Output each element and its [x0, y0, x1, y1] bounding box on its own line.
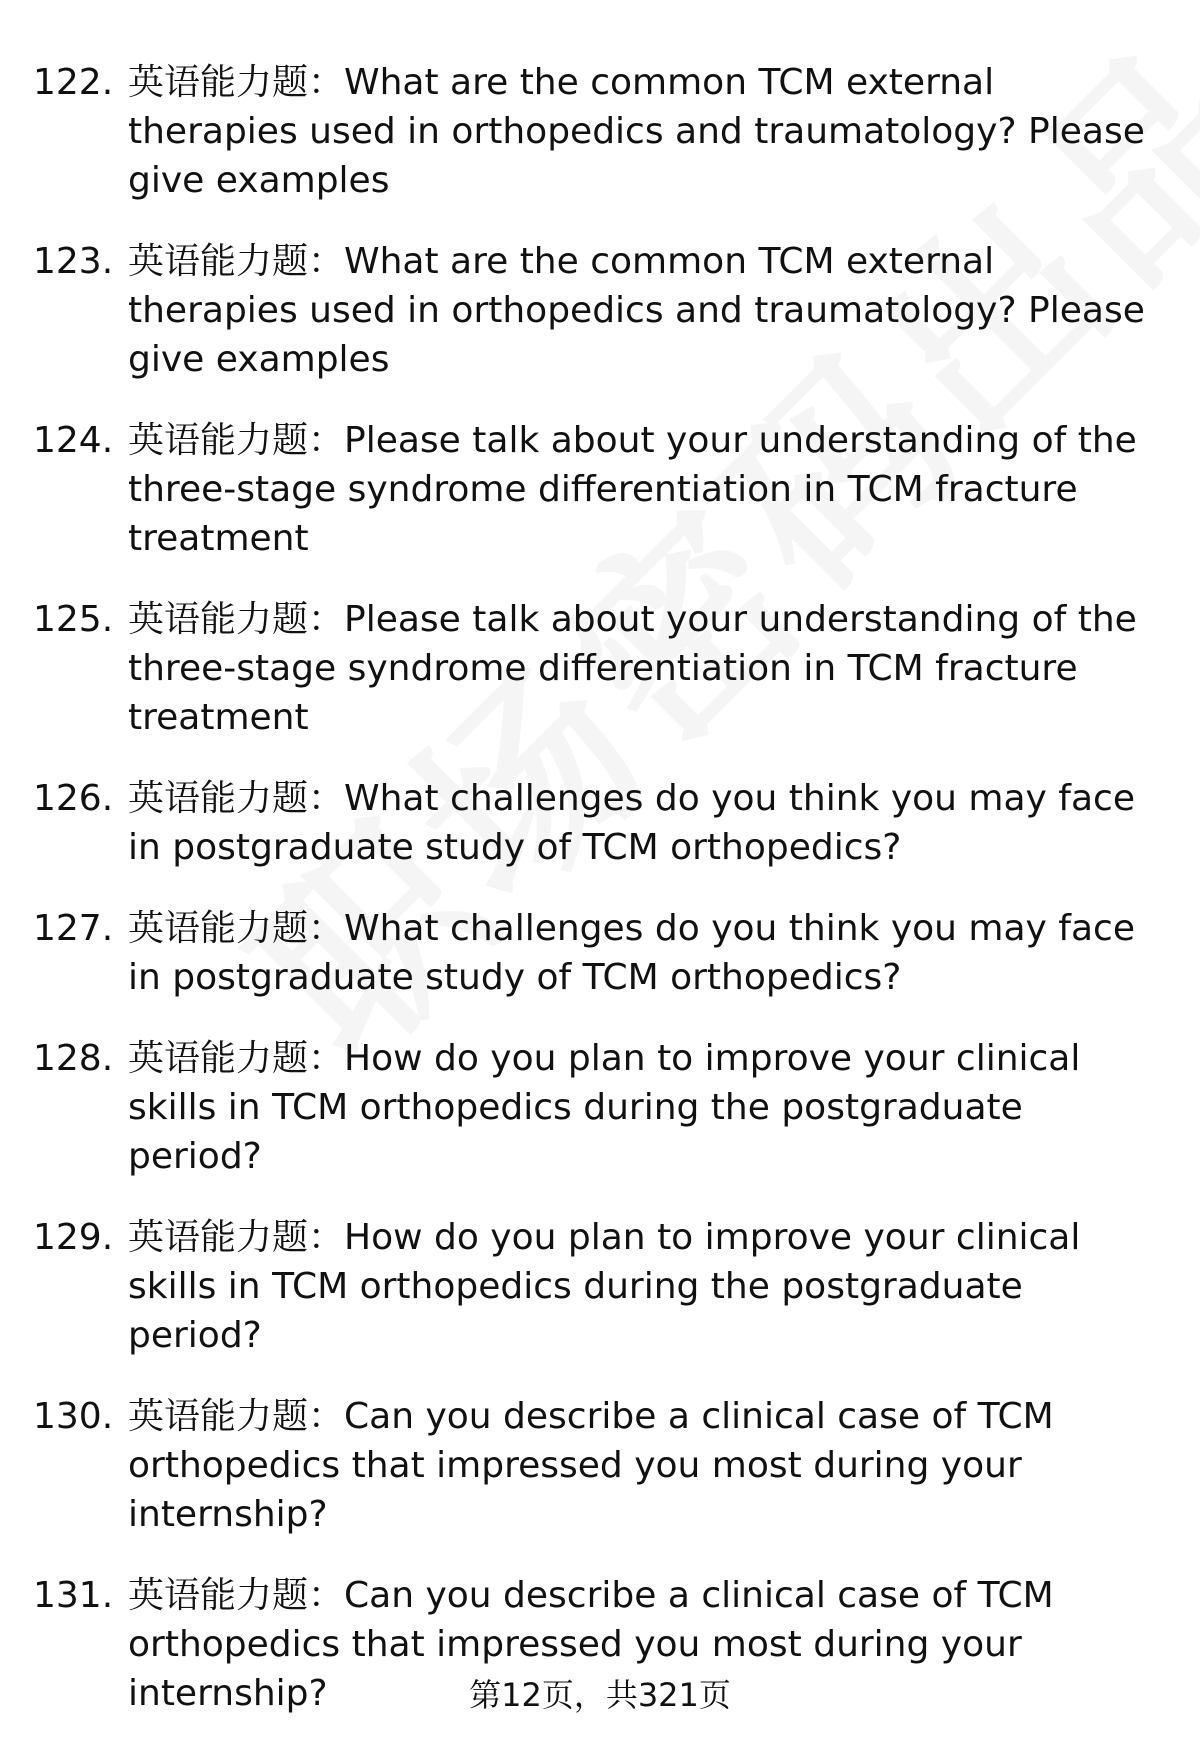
question-number: 123. — [33, 241, 114, 282]
question-text: 英语能力题：What challenges do you think you may face in postgraduate study of TCM orthopedics? — [128, 778, 1135, 868]
question-item — [0, 1392, 1200, 1539]
question-text: 英语能力题：Can you describe a clinical case of TCM orthopedics that impressed you most during your internship? — [128, 1396, 1054, 1535]
question-text: 英语能力题：What challenges do you think you may face in postgraduate study of TCM orthopedics? — [128, 908, 1135, 998]
question-text: 英语能力题：Please talk about your understanding of the three-stage syndrome differentiation in TCM fracture treatment — [128, 420, 1137, 559]
question-item — [0, 58, 1200, 205]
question-item — [0, 595, 1200, 742]
question-number: 127. — [33, 908, 114, 949]
question-list — [0, 58, 1200, 1750]
question-text: 英语能力题：Please talk about your understanding of the three-stage syndrome differentiation in TCM fracture treatment — [128, 599, 1137, 738]
page-number-footer: 第12页，共321页 — [469, 1676, 731, 1714]
question-text: 英语能力题：How do you plan to improve your clinical skills in TCM orthopedics during the postgraduate period? — [128, 1038, 1081, 1177]
question-text: 英语能力题：What are the common TCM external therapies used in orthopedics and traumatology? Please give examples — [128, 62, 1145, 201]
question-item — [0, 774, 1200, 872]
question-item — [0, 904, 1200, 1002]
question-number: 128. — [33, 1038, 114, 1079]
question-item — [0, 1034, 1200, 1181]
question-item — [0, 1213, 1200, 1360]
question-number: 122. — [33, 62, 114, 103]
question-number: 126. — [33, 778, 114, 819]
question-text: 英语能力题：How do you plan to improve your clinical skills in TCM orthopedics during the postgraduate period? — [128, 1217, 1081, 1356]
question-number: 130. — [33, 1396, 114, 1437]
question-item — [0, 237, 1200, 384]
question-item — [0, 416, 1200, 563]
question-number: 124. — [33, 420, 114, 461]
question-text: 英语能力题：What are the common TCM external therapies used in orthopedics and traumatology? Please give examples — [128, 241, 1145, 380]
question-number: 129. — [33, 1217, 114, 1258]
question-text: 英语能力题：Can you describe a clinical case of TCM orthopedics that impressed you most during your internship? — [128, 1575, 1054, 1714]
question-number: 131. — [33, 1575, 114, 1616]
question-number: 125. — [33, 599, 114, 640]
